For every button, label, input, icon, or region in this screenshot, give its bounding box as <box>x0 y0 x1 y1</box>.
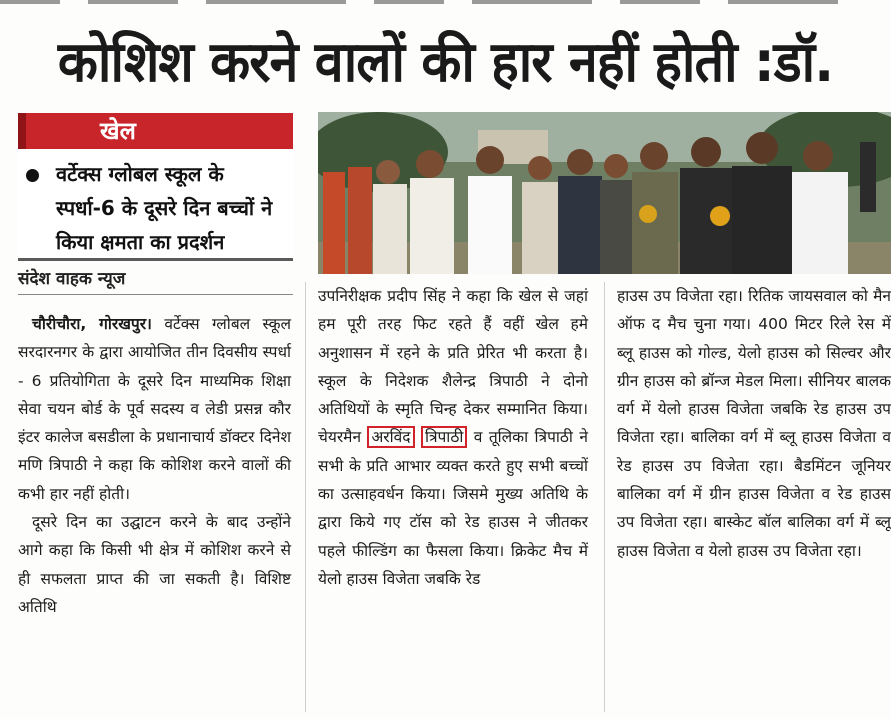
article-column-1 <box>18 310 291 621</box>
headline: कोशिश करने वालों की हार नहीं होती :डॉ. <box>57 30 834 95</box>
subheadline-box <box>18 149 293 261</box>
highlighted-name-1: अरविंद <box>367 426 414 448</box>
column-1-text-2: दूसरे दिन का उद्घाटन करने के बाद उन्होंने आगे कहा कि किसी भी क्षेत्र में कोशिश करने से ही सफलता प्राप्त की जा सकती है। विशिष्ट अतिथि <box>18 513 291 616</box>
byline-divider <box>18 294 293 295</box>
event-photo-illustration <box>318 112 891 274</box>
section-label-text: खेल <box>100 117 136 145</box>
column-1-paragraph-1 <box>18 310 291 508</box>
byline: संदेश वाहक न्यूज <box>18 269 126 289</box>
highlighted-name-2: त्रिपाठी <box>421 426 467 448</box>
section-label <box>18 113 293 149</box>
column-2-text-a: उपनिरीक्षक प्रदीप सिंह ने कहा कि खेल से जहां हम पूरी तरह फिट रहते हैं वहीं खेल हमे अनुशासन में रहने के प्रति प्रेरित भी करता है। स्कूल के निदेशक शैलेन्द्र त्रिपाठी ने दोनो अतिथियों के स्मृति चिन्ह देकर सम्मानित किया। चेयरमैन <box>318 287 588 447</box>
subheadline: वर्टेक्स ग्लोबल स्कूल के स्पर्धा-6 के दूसरे दिन बच्चों ने किया क्षमता का प्रदर्शन <box>56 162 273 254</box>
section-label-accent <box>18 113 26 149</box>
article-column-2 <box>318 282 588 593</box>
column-2-paragraph <box>318 282 588 593</box>
column-1-paragraph-2 <box>18 508 291 621</box>
dateline: चौरीचौरा, गोरखपुर। <box>32 315 152 333</box>
previous-article-strip <box>0 0 891 10</box>
bullet-icon <box>26 169 39 182</box>
column-divider <box>604 282 605 712</box>
column-divider <box>305 282 306 712</box>
column-1-text-1: वर्टेक्स ग्लोबल स्कूल सरदारनगर के द्वारा आयोजित तीन दिवसीय स्पर्धा - 6 प्रतियोगिता के दूसरे दिन माध्यमिक शिक्षा सेवा चयन बोर्ड के पूर्व सदस्य व लेडी प्रसन्न कौर इंटर कालेज बसडीला के प्रधानाचार्य डॉक्टर दिनेश मणि त्रिपाठी ने कहा कि कोशिश करने वालों की कभी हार नहीं होती। <box>18 315 291 503</box>
event-photo <box>318 112 891 274</box>
column-3-paragraph <box>617 282 891 565</box>
column-2-text-b: व तूलिका त्रिपाठी ने सभी के प्रति आभार व्यक्त करते हुए सभी बच्चों का उत्साहवर्धन किया। जिसमे मुख्य अतिथि के द्वारा किये गए टॉस को रेड हाउस ने जीतकर पहले फील्डिंग का फैसला किया। क्रिकेट मैच में येलो हाउस विजेता जबकि रेड <box>318 428 588 588</box>
article-column-3 <box>617 282 891 565</box>
column-3-text: हाउस उप विजेता रहा। रितिक जायसवाल को मैन ऑफ द मैच चुना गया। 400 मिटर रिले रेस में ब्लू हाउस को गोल्ड, येलो हाउस को सिल्वर और ग्रीन हाउस को ब्रॉन्ज मेडल मिला। सीनियर बालक वर्ग में येलो हाउस विजेता जबकि रेड हाउस उप विजेता रहा। बालिका वर्ग में ब्लू हाउस विजेता व रेड हाउस उप विजेता रहा। बैडमिंटन जूनियर बालिका वर्ग में ग्रीन हाउस विजेता व रेड हाउस उप विजेता रहा। बास्केट बॉल बालिका वर्ग में ब्लू हाउस विजेता व येलो हाउस उप विजेता रहा। <box>617 287 891 560</box>
